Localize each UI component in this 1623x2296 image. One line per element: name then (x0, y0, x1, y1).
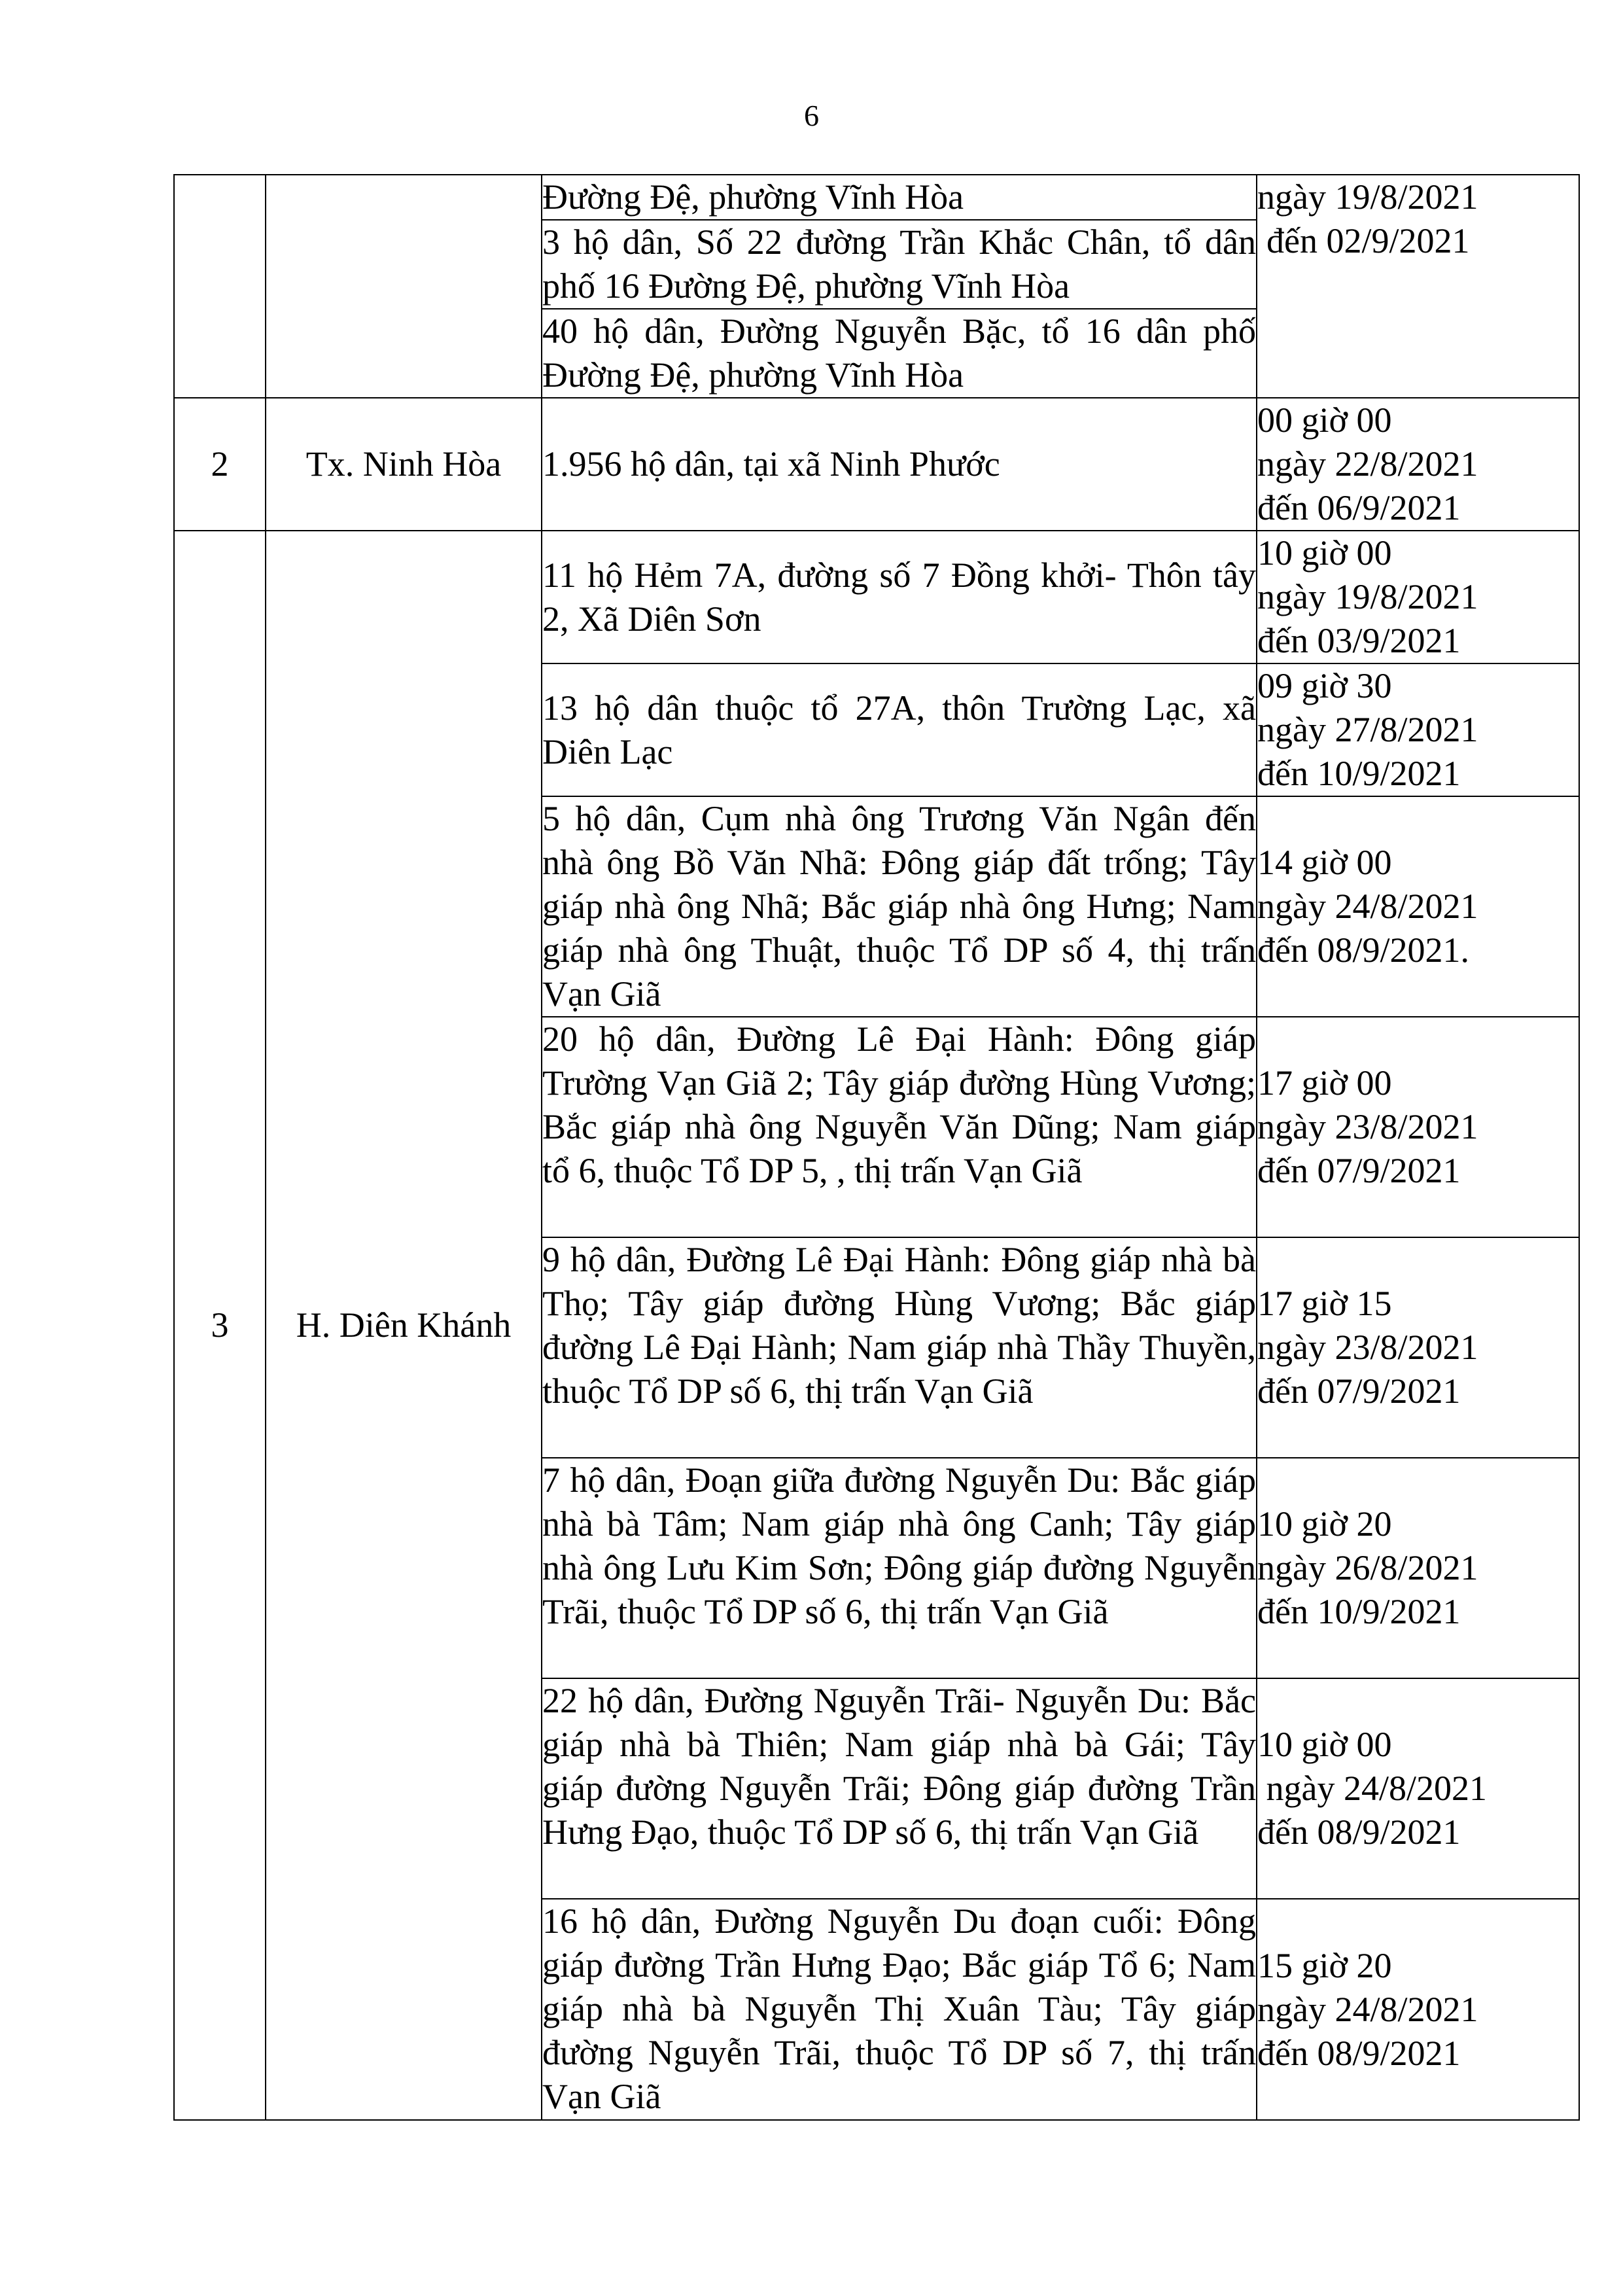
unit-cell: Tx. Ninh Hòa (266, 398, 542, 531)
address-cell: 13 hộ dân thuộc tổ 27A, thôn Trường Lạc, xã Diên Lạc (542, 663, 1257, 796)
time-line: đến 07/9/2021 (1257, 1151, 1461, 1190)
address-cell: 16 hộ dân, Đường Nguyễn Du đoạn cuối: Đông giáp đường Trần Hưng Đạo; Bắc giáp Tổ 6; Nam giáp nhà bà Nguyễn Thị Xuân Tàu; Tây giáp đường Nguyễn Trãi, thuộc Tổ DP số 7, thị trấn Vạn Giã (542, 1899, 1257, 2120)
time-line: đến 06/9/2021 (1257, 488, 1461, 527)
address-cell: 1.956 hộ dân, tại xã Ninh Phước (542, 398, 1257, 531)
time-line: 10 giờ 20 (1257, 1504, 1392, 1544)
time-line: 17 giờ 15 (1257, 1284, 1392, 1323)
time-cell (1257, 1458, 1579, 1678)
time-cell (1257, 663, 1579, 796)
time-line: đến 10/9/2021 (1257, 754, 1461, 793)
time-line: đến 08/9/2021 (1257, 2033, 1461, 2073)
time-line: đến 07/9/2021 (1257, 1371, 1461, 1411)
time-line: đến 10/9/2021 (1257, 1592, 1461, 1631)
time-line: ngày 23/8/2021 (1257, 1328, 1478, 1367)
page-number: 6 (804, 99, 819, 132)
time-cell (1257, 796, 1579, 1017)
time-line: ngày 19/8/2021 (1257, 177, 1478, 217)
stt-cell: 2 (174, 398, 266, 531)
unit-cell (266, 175, 542, 398)
time-line: đến 08/9/2021 (1257, 1812, 1461, 1852)
time-cell (1257, 175, 1579, 398)
time-cell (1257, 398, 1579, 531)
time-cell (1257, 1899, 1579, 2120)
time-line: ngày 26/8/2021 (1257, 1548, 1478, 1587)
stt-cell (174, 175, 266, 398)
unit-cell: H. Diên Khánh (266, 531, 542, 2120)
time-line: 10 giờ 00 (1257, 1725, 1392, 1764)
address-cell: 40 hộ dân, Đường Nguyễn Bặc, tổ 16 dân phố Đường Đệ, phường Vĩnh Hòa (542, 309, 1257, 398)
time-line: 00 giờ 00 (1257, 400, 1392, 440)
address-cell: 3 hộ dân, Số 22 đường Trần Khắc Chân, tổ dân phố 16 Đường Đệ, phường Vĩnh Hòa (542, 220, 1257, 309)
time-line: đến 08/9/2021. (1257, 930, 1469, 970)
stt-cell: 3 (174, 531, 266, 2120)
time-line: ngày 19/8/2021 (1257, 577, 1478, 616)
time-line: ngày 22/8/2021 (1257, 444, 1478, 484)
address-cell: 7 hộ dân, Đoạn giữa đường Nguyễn Du: Bắc giáp nhà bà Tâm; Nam giáp nhà ông Canh; Tây giáp nhà ông Lưu Kim Sơn; Đông giáp đường Nguyễn Trãi, thuộc Tổ DP số 6, thị trấn Vạn Giã (542, 1458, 1257, 1678)
time-line: ngày 27/8/2021 (1257, 710, 1478, 749)
address-cell: 20 hộ dân, Đường Lê Đại Hành: Đông giáp Trường Vạn Giã 2; Tây giáp đường Hùng Vương; Bắc giáp nhà ông Nguyễn Văn Dũng; Nam giáp tổ 6, thuộc Tổ DP 5, , thị trấn Vạn Giã (542, 1017, 1257, 1237)
time-line: ngày 24/8/2021 (1257, 1769, 1487, 1808)
time-cell (1257, 1237, 1579, 1458)
time-line: 10 giờ 00 (1257, 533, 1392, 573)
lockdown-areas-table (173, 174, 1580, 2121)
table-row (174, 531, 1579, 663)
time-line: 14 giờ 00 (1257, 843, 1392, 882)
time-line: ngày 24/8/2021 (1257, 1989, 1478, 2029)
time-cell (1257, 531, 1579, 663)
address-cell: 22 hộ dân, Đường Nguyễn Trãi- Nguyễn Du: Bắc giáp nhà bà Thiên; Nam giáp nhà bà Gái; Tây giáp đường Nguyễn Trãi; Đông giáp đường Trần Hưng Đạo, thuộc Tổ DP số 6, thị trấn Vạn Giã (542, 1678, 1257, 1899)
table-row (174, 398, 1579, 531)
time-line: ngày 24/8/2021 (1257, 887, 1478, 926)
address-cell: 5 hộ dân, Cụm nhà ông Trương Văn Ngân đến nhà ông Bồ Văn Nhã: Đông giáp đất trống; Tây giáp nhà ông Nhã; Bắc giáp nhà ông Hưng; Nam giáp nhà ông Thuật, thuộc Tổ DP số 4, thị trấn Vạn Giã (542, 796, 1257, 1017)
time-line: 09 giờ 30 (1257, 666, 1392, 705)
time-line: đến 02/9/2021 (1266, 221, 1470, 260)
time-line: ngày 23/8/2021 (1257, 1107, 1478, 1146)
table-row (174, 175, 1579, 220)
address-cell: 11 hộ Hẻm 7A, đường số 7 Đồng khởi- Thôn tây 2, Xã Diên Sơn (542, 531, 1257, 663)
time-cell (1257, 1678, 1579, 1899)
time-cell (1257, 1017, 1579, 1237)
address-cell: 9 hộ dân, Đường Lê Đại Hành: Đông giáp nhà bà Thọ; Tây giáp đường Hùng Vương; Bắc giáp đường Lê Đại Hành; Nam giáp nhà Thầy Thuyền, thuộc Tổ DP số 6, thị trấn Vạn Giã (542, 1237, 1257, 1458)
time-line: 15 giờ 20 (1257, 1945, 1392, 1985)
time-line: 17 giờ 00 (1257, 1063, 1392, 1103)
time-line: đến 03/9/2021 (1257, 621, 1461, 660)
address-cell: Đường Đệ, phường Vĩnh Hòa (542, 175, 1257, 220)
